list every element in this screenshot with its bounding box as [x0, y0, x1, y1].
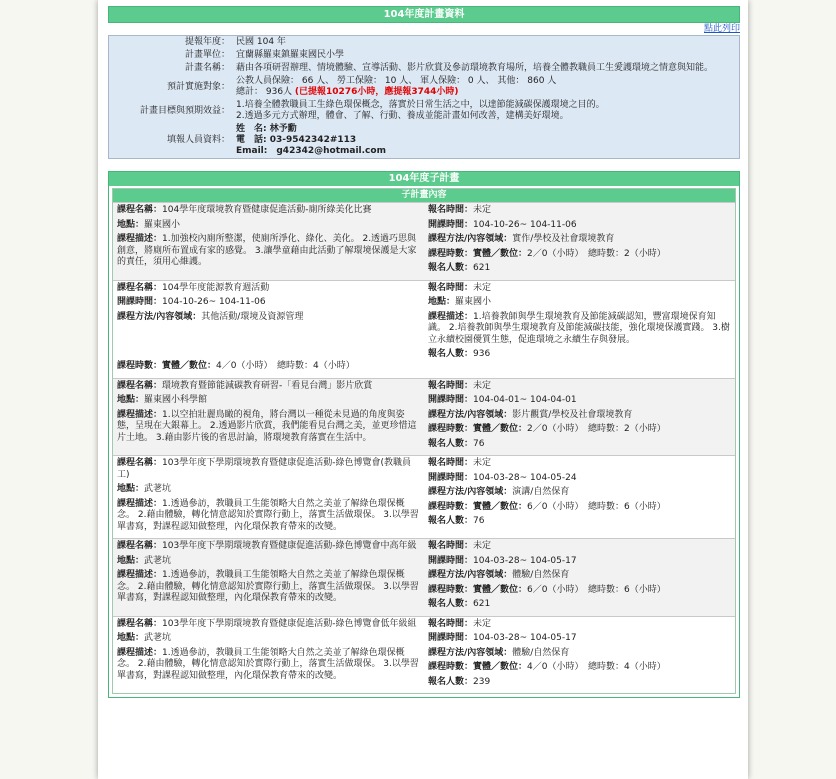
course-name: 104學年度環境教育暨健康促進活動-廁所綠美化比賽	[162, 205, 372, 215]
subplan-right-column	[424, 203, 735, 280]
subplans-title: 104年度子計畫	[109, 172, 739, 186]
signup-field	[428, 619, 731, 631]
description-label: 課程描述：	[117, 234, 163, 244]
hours-value: 4／0（小時） 總時數：4（小時）	[527, 662, 666, 672]
subplan-entry-6	[113, 616, 735, 694]
description-field	[428, 312, 731, 347]
goal-value	[233, 99, 740, 123]
people-field	[428, 516, 731, 528]
signup-label: 報名時間：	[428, 380, 474, 391]
subplan-entry-4	[113, 455, 735, 538]
method-field	[428, 410, 731, 422]
signup-label: 報名時間：	[428, 618, 474, 629]
method-value: 體驗/自然保育	[512, 647, 570, 658]
course-name-label: 課程名稱：	[117, 380, 163, 391]
course-name-label: 課程名稱：	[117, 618, 163, 629]
row-participants	[109, 75, 740, 99]
people-label: 報名人數：	[428, 438, 474, 449]
course-name: 103學年度下學期環境教育暨健康促進活動-綠色博覽會中高年級	[162, 541, 417, 551]
course-name-label: 課程名稱：	[117, 541, 163, 551]
hours-field	[428, 585, 731, 597]
description-label: 課程描述：	[117, 647, 163, 658]
description-label: 課程描述：	[117, 498, 163, 509]
method-label: 課程方法/內容領域：	[428, 234, 513, 244]
year-value: 民國 104 年	[236, 37, 286, 47]
period-label: 開課時間：	[428, 219, 474, 230]
hours-field	[428, 502, 731, 514]
print-row	[108, 23, 740, 35]
course-name-field	[117, 458, 420, 481]
signup-value: 未定	[473, 541, 492, 551]
participants-label: 預計實施對象：	[166, 81, 230, 92]
method-label: 課程方法/內容領域：	[428, 487, 513, 497]
hours-field	[428, 662, 731, 674]
goal-line-1: 1.培養全體教職員工生綠色環保概念，落實於日常生活之中，以達節能減碳保護環境之目的。	[236, 100, 605, 110]
period-label: 開課時間：	[428, 633, 474, 643]
period-value: 104-03-28~ 104-05-24	[473, 472, 577, 483]
filler-label: 填報人員資料：	[166, 135, 230, 145]
filler-name: 姓 名: 林予勳	[236, 124, 297, 134]
signup-value: 未定	[473, 282, 492, 293]
period-label: 開課時間：	[428, 472, 474, 483]
place-value: 羅東國小	[144, 219, 181, 230]
hours-value: 4／0（小時） 總時數：4（小時）	[216, 361, 355, 371]
people-label: 報名人數：	[428, 263, 474, 273]
plan-name-value: 藉由各項研習辦理、情境體驗、宣導活動、影片欣賞及參訪環境教育場所，培養全體教職員工生愛護環境之情意與知能。	[236, 63, 714, 73]
signup-field	[428, 283, 731, 295]
subplan-left-column	[113, 203, 424, 280]
signup-label: 報名時間：	[428, 205, 474, 215]
hours-label: 課程時數：實體／數位：	[428, 248, 528, 259]
place-value: 羅東國小	[455, 297, 492, 307]
people-value: 239	[473, 676, 491, 687]
subplan-entry-5	[113, 538, 735, 616]
description-field	[117, 648, 420, 683]
course-name-field	[117, 381, 420, 393]
method-field	[428, 570, 731, 582]
place-value: 武荖坑	[144, 484, 172, 494]
people-label: 報名人數：	[428, 599, 474, 609]
signup-value: 未定	[473, 458, 492, 468]
place-field	[117, 633, 420, 645]
signup-value: 未定	[473, 380, 492, 391]
people-label: 報名人數：	[428, 516, 474, 526]
course-name-field	[117, 619, 420, 631]
place-value: 武荖坑	[144, 555, 172, 566]
signup-field	[428, 458, 731, 470]
course-name-field	[117, 283, 420, 295]
place-field	[117, 556, 420, 568]
people-value: 76	[473, 516, 485, 526]
period-field	[117, 297, 420, 309]
people-value: 936	[473, 349, 491, 359]
description-value: 1.以空拍壯麗鳥瞰的視角，將台灣以一種從未見過的角度與姿態，呈現在大銀幕上。 2.透過影片欣賞，我們能看見台灣之美，並更珍惜這片土地。 3.藉由影片後的省思討論，將環境教育落實在生活中。	[117, 409, 417, 443]
period-label: 開課時間：	[428, 555, 474, 566]
subplans-section	[108, 171, 740, 698]
participants-hours: (已提報10276小時，應提報3744小時)	[294, 87, 459, 97]
period-value: 104-04-01~ 104-04-01	[473, 395, 577, 405]
signup-label: 報名時間：	[428, 282, 474, 293]
method-field	[117, 312, 420, 324]
period-value: 104-03-28~ 104-05-17	[473, 555, 577, 566]
description-label: 課程描述：	[117, 570, 163, 580]
hours-value: 6／0（小時） 總時數：6（小時）	[527, 501, 666, 512]
description-value: 1.透過參訪，教職員工生能領略大自然之美並了解綠色環保概念。 2.藉由體驗，轉化情意認知於實際行動上，落實生活做環保。 3.以學習單書寫，對課程認知做整理，內化環保教育帶來的改變。	[117, 647, 419, 681]
subplan-left-column	[113, 617, 424, 694]
participants-total-line	[236, 87, 736, 98]
subplan-left-column	[113, 281, 424, 378]
course-name-label: 課程名稱：	[117, 458, 163, 468]
period-field	[428, 220, 731, 232]
description-label: 課程描述：	[117, 409, 163, 420]
people-field	[428, 439, 731, 451]
method-field	[428, 648, 731, 660]
hours-label: 課程時數：實體／數位：	[428, 424, 528, 434]
subplan-right-column	[424, 539, 735, 616]
description-field	[117, 570, 420, 605]
hours-field	[428, 249, 731, 261]
participants-line: 公教人員保險： 66 人、 勞工保險： 10 人、 軍人保險： 0 人、 其他： 860 人	[236, 76, 557, 86]
row-plan-name	[109, 62, 740, 75]
place-label: 地點：	[117, 395, 145, 405]
hours-label: 課程時數：實體／數位：	[428, 584, 528, 595]
method-value: 實作/學校及社會環境教育	[512, 234, 615, 244]
subplan-left-column	[113, 379, 424, 456]
signup-value: 未定	[473, 618, 492, 629]
place-field	[117, 395, 420, 407]
method-label: 課程方法/內容領域：	[428, 570, 513, 580]
signup-field	[428, 205, 731, 217]
place-label: 地點：	[117, 219, 145, 230]
subplan-right-column	[424, 456, 735, 538]
method-field	[428, 487, 731, 499]
subplan-right-column	[424, 281, 735, 378]
filler-value	[233, 123, 740, 159]
subplans-content-header: 子計畫內容	[113, 189, 735, 202]
place-field	[117, 220, 420, 232]
people-field	[428, 263, 731, 275]
subplan-right-column	[424, 379, 735, 456]
description-field	[117, 499, 420, 534]
course-name: 104學年度能源教育週活動	[162, 282, 270, 293]
place-value: 羅東國小科學館	[144, 395, 208, 405]
plan-name-label: 計畫名稱：	[184, 63, 230, 73]
place-field	[117, 484, 420, 496]
row-filler	[109, 123, 740, 159]
row-goals	[109, 99, 740, 123]
signup-label: 報名時間：	[428, 458, 474, 468]
signup-value: 未定	[473, 205, 492, 215]
description-value: 1.培養教師與學生環境教育及節能減碳認知，豐富環境保育知識。 2.培養教師與學生環境教育及節能減碳技能，強化環境保護實踐。 3.樹立永續校園優質生態，促進環境之永續生存與發展。	[428, 311, 730, 345]
method-value: 影片觀賞/學校及社會環境教育	[512, 409, 633, 420]
content-wrapper	[108, 6, 740, 698]
subplan-entry-1	[113, 202, 735, 280]
course-name: 103學年度下學期環境教育暨健康促進活動-綠色博覽會(教職員工)	[117, 458, 411, 480]
subplan-left-column	[113, 456, 424, 538]
goal-line-2: 2.透過多元方式辦理，體會、了解、行動、養成並能計畫如何改善，建構美好環境。	[236, 111, 569, 121]
hours-value: 2／0（小時） 總時數：2（小時）	[527, 424, 666, 434]
unit-label: 計畫單位：	[184, 50, 230, 60]
method-value: 其他活動/環境及資源管理	[201, 311, 304, 322]
description-field	[117, 234, 420, 269]
filler-email: Email: g42342@hotmail.com	[236, 146, 386, 156]
people-value: 76	[473, 438, 485, 449]
method-field	[428, 234, 731, 246]
hours-field	[428, 424, 731, 436]
description-value: 1.加強校內廁所整潔，使廁所淨化、綠化、美化。 2.透過巧思與創意，將廁所布置成有家的感覺。 3.讓學童藉由此活動了解環境保護是大家的責任，須用心維護。	[117, 234, 417, 267]
method-label: 課程方法/內容領域：	[428, 409, 513, 420]
subplan-left-column	[113, 539, 424, 616]
description-label: 課程描述：	[428, 311, 474, 322]
people-label: 報名人數：	[428, 676, 474, 687]
hours-label: 課程時數：實體／數位：	[428, 501, 528, 512]
method-label: 課程方法/內容領域：	[428, 647, 513, 658]
plan-info-table	[108, 35, 740, 159]
period-value: 104-10-26~ 104-11-06	[473, 219, 577, 230]
course-name-label: 課程名稱：	[117, 282, 163, 293]
people-value: 621	[473, 263, 491, 273]
place-label: 地點：	[117, 555, 145, 566]
signup-label: 報名時間：	[428, 541, 474, 551]
course-name-field	[117, 205, 420, 217]
participants-value	[233, 75, 740, 99]
method-value: 體驗/自然保育	[512, 570, 570, 580]
place-label: 地點：	[117, 484, 145, 494]
goal-label: 計畫目標與預期效益：	[139, 105, 230, 116]
people-field	[428, 349, 731, 361]
people-field	[428, 677, 731, 689]
method-label: 課程方法/內容領域：	[117, 311, 202, 322]
period-field	[428, 556, 731, 568]
period-field	[428, 473, 731, 485]
period-field	[428, 395, 731, 407]
course-name: 環境教育暨節能減碳教育研習-「看見台灣」影片欣賞	[162, 380, 373, 391]
print-link[interactable]: 點此列印	[703, 24, 740, 34]
course-name-label: 課程名稱：	[117, 205, 163, 215]
subplans-table	[112, 188, 736, 694]
hours-value: 6／0（小時） 總時數：6（小時）	[527, 584, 666, 595]
place-label: 地點：	[117, 633, 145, 643]
unit-value: 宜蘭縣羅東鎮羅東國民小學	[236, 50, 345, 60]
period-label: 開課時間：	[117, 297, 163, 307]
description-value: 1.透過參訪，教職員工生能領略大自然之美並了解綠色環保概念。 2.藉由體驗，轉化情意認知於實際行動上，落實生活做環保。 3.以學習單書寫，對課程認知做整理，內化環保教育帶來的改變。	[117, 570, 419, 603]
subplan-entry-2	[113, 280, 735, 378]
period-value: 104-10-26~ 104-11-06	[162, 297, 266, 307]
place-label: 地點：	[428, 297, 456, 307]
row-year	[109, 36, 740, 50]
period-label: 開課時間：	[428, 395, 474, 405]
hours-label: 課程時數：實體／數位：	[428, 662, 528, 672]
signup-field	[428, 381, 731, 393]
row-unit	[109, 49, 740, 62]
hours-value: 2／0（小時） 總時數：2（小時）	[527, 248, 666, 259]
subplan-entry-3	[113, 378, 735, 456]
place-value: 武荖坑	[144, 633, 172, 643]
method-value: 演講/自然保育	[512, 487, 570, 497]
people-field	[428, 599, 731, 611]
description-value: 1.透過參訪，教職員工生能領略大自然之美並了解綠色環保概念。 2.藉由體驗，轉化情意認知於實際行動上，落實生活做環保。 3.以學習單書寫，對課程認知做整理，內化環保教育帶來的改變。	[117, 498, 419, 532]
place-field	[428, 297, 731, 309]
people-label: 報名人數：	[428, 349, 474, 359]
hours-field	[117, 361, 420, 373]
plan-title: 104年度計畫資料	[108, 6, 740, 23]
people-value: 621	[473, 599, 491, 609]
hours-label: 課程時數：實體／數位：	[117, 361, 217, 371]
signup-field	[428, 541, 731, 553]
description-field	[117, 410, 420, 445]
filler-phone: 電 話: 03-9542342#113	[236, 135, 357, 145]
course-name-field	[117, 541, 420, 553]
participants-total: 總計： 936人	[236, 87, 293, 97]
subplan-right-column	[424, 617, 735, 694]
year-label: 提報年度：	[184, 37, 230, 47]
course-name: 103學年度下學期環境教育暨健康促進活動-綠色博覽會低年級組	[162, 618, 417, 629]
period-field	[428, 633, 731, 645]
period-value: 104-03-28~ 104-05-17	[473, 633, 577, 643]
